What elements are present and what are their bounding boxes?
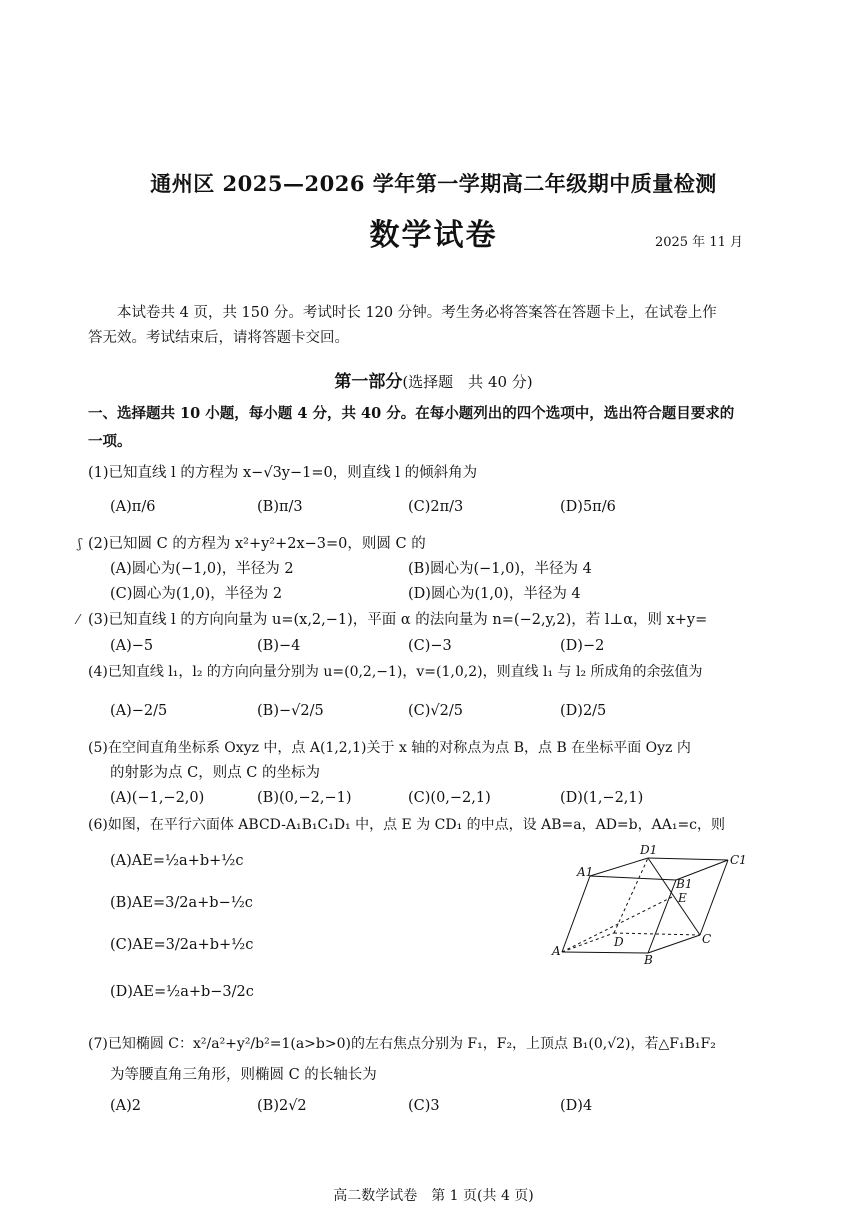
q1-option-a: (A)π/6 <box>110 499 156 515</box>
figure-label-a: A <box>552 944 561 958</box>
q3-stem: (3)已知直线 l 的方向向量为 u=(x,2,−1)，平面 α 的法向量为 n=(−2,y,2)，若 l⊥α，则 x+y= <box>88 612 708 628</box>
q2-stem: (2)已知圆 C 的方程为 x²+y²+2x−3=0，则圆 C 的 <box>88 536 426 552</box>
q6-option-d: (D)AE=½a+b−3/2c <box>110 984 254 1000</box>
part-intro-line-2: 一项。 <box>88 433 132 450</box>
q2-option-b: (B)圆心为(−1,0)，半径为 4 <box>408 561 592 577</box>
q5-option-d: (D)(1,−2,1) <box>560 790 644 806</box>
q7-option-b: (B)2√2 <box>257 1098 307 1114</box>
q6-stem: (6)如图，在平行六面体 ABCD-A₁B₁C₁D₁ 中，点 E 为 CD₁ 的中点，设 AB=a，AD=b，AA₁=c，则 <box>88 817 726 833</box>
figure-label-e: E <box>678 891 687 905</box>
figure-label-d: D <box>614 935 624 949</box>
figure-label-a1: A1 <box>577 865 594 879</box>
q4-option-d: (D)2/5 <box>560 703 607 719</box>
q7-option-d: (D)4 <box>560 1098 593 1114</box>
q1-stem: (1)已知直线 l 的方程为 x−√3y−1=0，则直线 l 的倾斜角为 <box>88 465 478 481</box>
q5-option-b: (B)(0,−2,−1) <box>257 790 352 806</box>
instructions-line-1: 本试卷共 4 页，共 150 分。考试时长 120 分钟。考生务必将答案答在答题卡上，在试卷上作 <box>117 305 717 321</box>
margin-mark: ʃ <box>78 537 82 552</box>
q5-option-a: (A)(−1,−2,0) <box>110 790 205 806</box>
page-footer: 高二数学试卷 第 1 页(共 4 页) <box>333 1188 534 1204</box>
q4-stem: (4)已知直线 l₁，l₂ 的方向向量分别为 u=(0,2,−1)，v=(1,0,2)，则直线 l₁ 与 l₂ 所成角的余弦值为 <box>88 664 703 680</box>
q3-option-b: (B)−4 <box>257 638 301 654</box>
q5-stem-line-1: (5)在空间直角坐标系 Oxyz 中，点 A(1,2,1)关于 x 轴的对称点为点 B，点 B 在坐标平面 Oyz 内 <box>88 740 691 756</box>
q7-option-a: (A)2 <box>110 1098 142 1114</box>
q7-stem-line-2: 为等腰直角三角形，则椭圆 C 的长轴长为 <box>110 1067 377 1083</box>
figure-label-d1: D1 <box>640 843 658 857</box>
figure-label-c: C <box>702 932 712 946</box>
q4-option-a: (A)−2/5 <box>110 703 168 719</box>
section-heading <box>0 367 867 392</box>
q4-option-b: (B)−√2/5 <box>257 703 324 719</box>
q5-option-c: (C)(0,−2,1) <box>408 790 491 806</box>
q3-option-a: (A)−5 <box>110 638 154 654</box>
q6-option-b: (B)AE=3/2a+b−½c <box>110 895 253 911</box>
section-note: (选择题 共 40 分) <box>402 373 533 391</box>
q7-option-c: (C)3 <box>408 1098 440 1114</box>
figure-label-c1: C1 <box>730 853 747 867</box>
exam-subtitle: 数学试卷 <box>369 218 498 253</box>
q2-option-d: (D)圆心为(1,0)，半径为 4 <box>408 586 581 602</box>
q4-option-c: (C)√2/5 <box>408 703 463 719</box>
figure-label-b: B <box>644 953 653 965</box>
q1-option-c: (C)2π/3 <box>408 499 464 515</box>
margin-mark: ⁄ <box>77 613 80 628</box>
q6-option-c: (C)AE=3/2a+b+½c <box>110 937 254 953</box>
section-title: 第一部分 <box>334 372 403 392</box>
q3-option-d: (D)−2 <box>560 638 605 654</box>
figure-label-b1: B1 <box>676 877 693 891</box>
q1-option-b: (B)π/3 <box>257 499 303 515</box>
q2-option-a: (A)圆心为(−1,0)，半径为 2 <box>110 561 294 577</box>
q6-option-a: (A)AE=½a+b+½c <box>110 853 244 869</box>
instructions-line-2: 答无效。考试结束后，请将答题卡交回。 <box>88 330 349 346</box>
q3-option-c: (C)−3 <box>408 638 452 654</box>
q7-stem-line-1: (7)已知椭圆 C：x²/a²+y²/b²=1(a>b>0)的左右焦点分别为 F₁，F₂，上顶点 B₁(0,√2)，若△F₁B₁F₂ <box>88 1036 716 1052</box>
parallelepiped-figure <box>550 840 760 965</box>
part-intro-line-1: 一、选择题共 10 小题，每小题 4 分，共 40 分。在每小题列出的四个选项中，选出符合题目要求的 <box>88 405 735 422</box>
q5-stem-line-2: 的射影为点 C，则点 C 的坐标为 <box>110 765 321 781</box>
exam-title: 通州区 2025—2026 学年第一学期高二年级期中质量检测 <box>150 171 717 196</box>
q2-option-c: (C)圆心为(1,0)，半径为 2 <box>110 586 283 602</box>
exam-date: 2025 年 11 月 <box>654 235 743 250</box>
q1-option-d: (D)5π/6 <box>560 499 616 515</box>
